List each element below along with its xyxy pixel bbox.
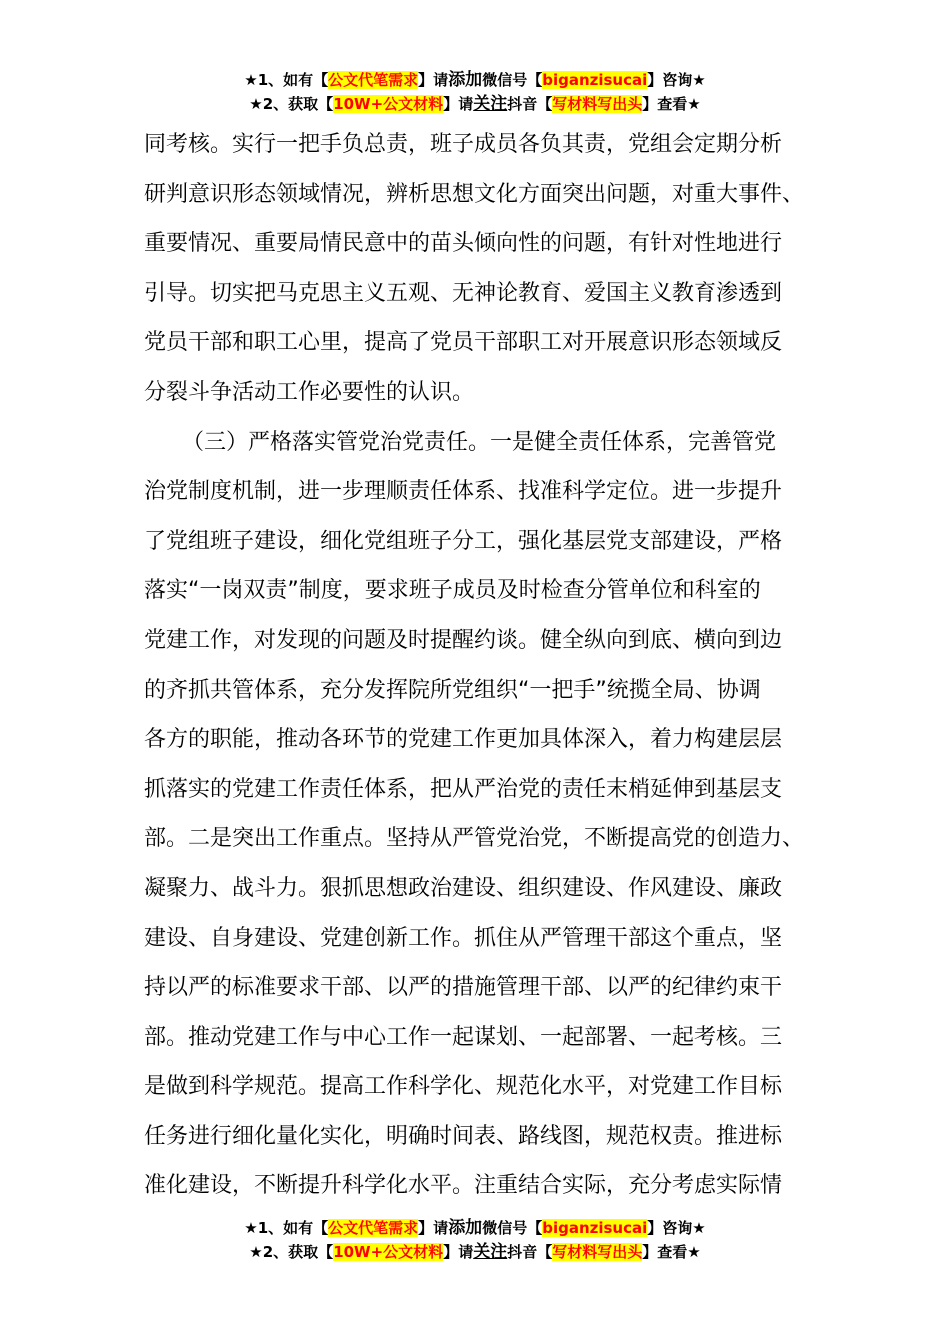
document-body xyxy=(144,120,824,1211)
banner-line-1 xyxy=(0,1216,950,1240)
banner-text: 】请 xyxy=(443,95,474,113)
banner-text: 】咨询★ xyxy=(647,71,706,89)
text-line: 党员干部和职工心里，提高了党员干部职工对开展意识形态领域反 xyxy=(144,330,783,356)
banner-text: 】请 xyxy=(443,1243,474,1261)
text-line: 各方的职能，推动各环节的党建工作更加具体深入，着力构建层层 xyxy=(144,727,783,753)
footer-banner xyxy=(0,1216,950,1264)
banner-text: 】请 xyxy=(418,71,449,89)
paragraph-heading-line: （三）严格落实管党治党责任。一是健全责任体系，完善管党 xyxy=(182,429,777,455)
text-line: 建设、自身建设、党建创新工作。抓住从严管理干部这个重点，坚 xyxy=(144,925,783,951)
text-line: 了党组班子建设，细化党组班子分工，强化基层党支部建设，严格 xyxy=(144,528,783,554)
text-line: 是做到科学规范。提高工作科学化、规范化水平，对党建工作目标 xyxy=(144,1074,783,1100)
text-line: 党建工作，对发现的问题及时提醒约谈。健全纵向到底、横向到边 xyxy=(144,627,783,653)
banner-highlight-service: 公文代笔需求 xyxy=(328,1219,419,1237)
banner-emphasis: 关注 xyxy=(473,1242,508,1262)
text-line: 治党制度机制，进一步理顺责任体系、找准科学定位。进一步提升 xyxy=(144,479,783,505)
banner-text: ★1、如有【 xyxy=(244,1219,329,1237)
banner-text: 抖音【 xyxy=(507,95,553,113)
banner-highlight-materials: 10W+公文材料 xyxy=(333,1243,444,1261)
banner-text: ★2、获取【 xyxy=(249,95,334,113)
text-line: 凝聚力、战斗力。狠抓思想政治建设、组织建设、作风建设、廉政 xyxy=(144,875,783,901)
banner-text: 】请 xyxy=(418,1219,449,1237)
text-line: 分裂斗争活动工作必要性的认识。 xyxy=(144,379,475,405)
text-line: 抓落实的党建工作责任体系，把从严治党的责任末梢延伸到基层支 xyxy=(144,776,783,802)
banner-text: ★2、获取【 xyxy=(249,1243,334,1261)
banner-line-1 xyxy=(0,68,950,92)
text-line: 同考核。实行一把手负总责，班子成员各负其责，党组会定期分析 xyxy=(144,132,783,157)
banner-text: 抖音【 xyxy=(507,1243,553,1261)
banner-text: 微信号【 xyxy=(482,71,543,89)
banner-text: 微信号【 xyxy=(482,1219,543,1237)
banner-emphasis: 关注 xyxy=(473,94,508,114)
banner-text: ★1、如有【 xyxy=(244,71,329,89)
banner-highlight-materials: 10W+公文材料 xyxy=(333,95,444,113)
banner-highlight-douyin: 写材料写出头 xyxy=(552,1243,643,1261)
text-line: 重要情况、重要局情民意中的苗头倾向性的问题，有针对性地进行 xyxy=(144,231,783,257)
banner-line-2 xyxy=(0,1240,950,1264)
banner-highlight-douyin: 写材料写出头 xyxy=(552,95,643,113)
banner-highlight-wechat-id: biganzisucai xyxy=(542,71,648,89)
text-line: 部。二是突出工作重点。坚持从严管党治党，不断提高党的创造力、 xyxy=(144,826,805,852)
banner-emphasis: 添加 xyxy=(448,70,483,90)
banner-line-2 xyxy=(0,92,950,116)
header-banner xyxy=(0,68,950,116)
banner-text: 】查看★ xyxy=(642,1243,701,1261)
banner-highlight-wechat-id: biganzisucai xyxy=(542,1219,648,1237)
text-line: 引导。切实把马克思主义五观、无神论教育、爱国主义教育渗透到 xyxy=(144,280,783,306)
text-line: 持以严的标准要求干部、以严的措施管理干部、以严的纪律约束干 xyxy=(144,975,783,1001)
text-line: 研判意识形态领域情况，辨析思想文化方面突出问题，对重大事件、 xyxy=(144,181,805,207)
banner-emphasis: 添加 xyxy=(448,1218,483,1238)
text-line: 部。推动党建工作与中心工作一起谋划、一起部署、一起考核。三 xyxy=(144,1024,783,1050)
text-line: 任务进行细化量化实化，明确时间表、路线图，规范权责。推进标 xyxy=(144,1123,783,1149)
banner-text: 】咨询★ xyxy=(647,1219,706,1237)
banner-text: 】查看★ xyxy=(642,95,701,113)
banner-highlight-service: 公文代笔需求 xyxy=(328,71,419,89)
text-line: 准化建设，不断提升科学化水平。注重结合实际，充分考虑实际情 xyxy=(144,1173,783,1199)
text-line: 落实“一岗双责”制度，要求班子成员及时检查分管单位和科室的 xyxy=(144,578,761,604)
text-line: 的齐抓共管体系，充分发挥院所党组织“一把手”统揽全局、协调 xyxy=(144,677,761,703)
